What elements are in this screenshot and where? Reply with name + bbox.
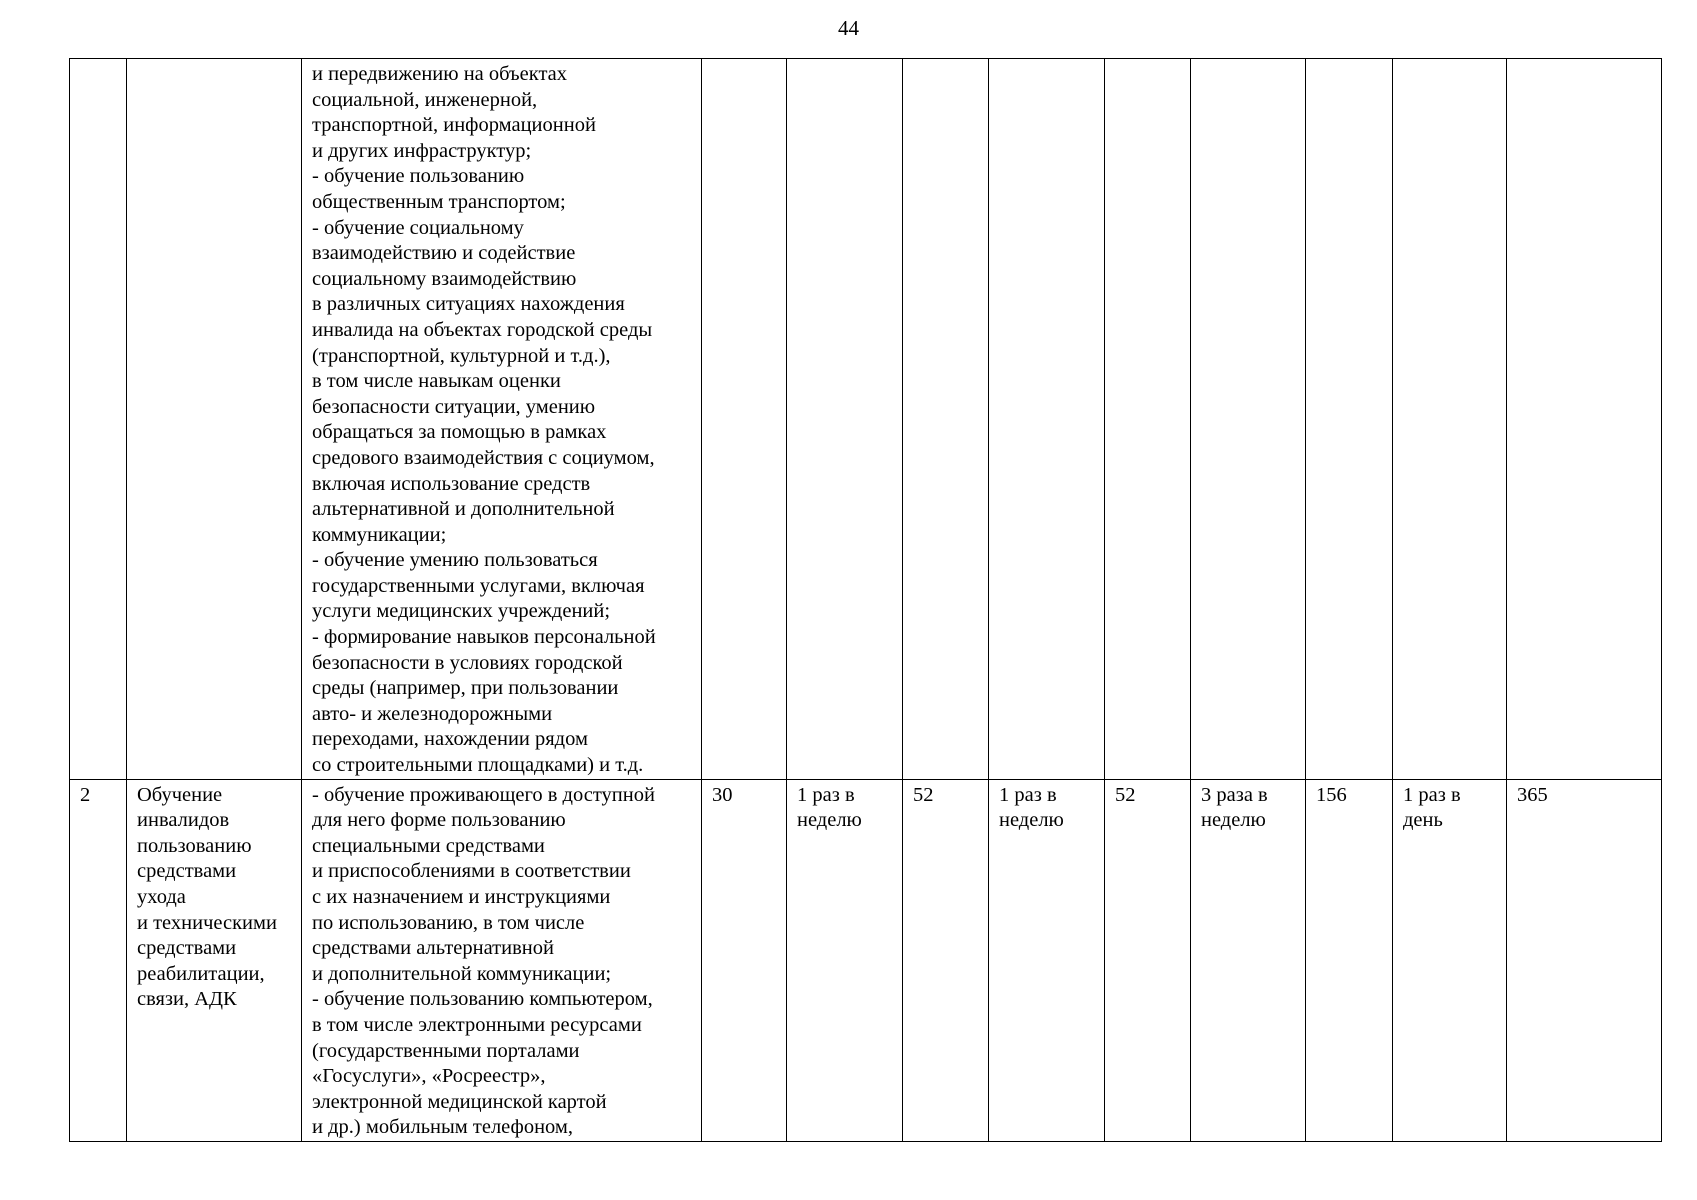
cell-frequency-3: 3 раза в неделю xyxy=(1191,779,1306,1141)
cell-count-3 xyxy=(1306,59,1393,780)
cell-service xyxy=(127,59,302,780)
cell-frequency-4 xyxy=(1393,59,1507,780)
cell-frequency-1: 1 раз в неделю xyxy=(787,779,903,1141)
cell-count-1: 52 xyxy=(903,779,989,1141)
cell-frequency-4: 1 раз в день xyxy=(1393,779,1507,1141)
cell-duration xyxy=(702,59,787,780)
table-row-continuation xyxy=(70,59,1662,780)
cell-number xyxy=(70,59,127,780)
cell-number: 2 xyxy=(70,779,127,1141)
cell-count-1 xyxy=(903,59,989,780)
cell-count-3: 156 xyxy=(1306,779,1393,1141)
table-row-2 xyxy=(70,779,1662,1141)
cell-service: Обучение инвалидов пользованию средствами ухода и техническими средствами реабилитации, связи, АДК xyxy=(127,779,302,1141)
cell-description: и передвижению на объектах социальной, инженерной, транспортной, информационной и других инфраструктур; - обучение пользованию общественным транспортом; - обучение социальному взаимодействию и содействие социальному взаимодействию в различных ситуациях нахождения инвалида на объектах городской среды (транспортной, культурной и т.д.), в том числе навыкам оценки безопасности ситуации, умению обращаться за помощью в рамках средового взаимодействия с социумом, включая использование средств альтернативной и дополнительной коммуникации; - обучение умению пользоваться государственными услугами, включая услуги медицинских учреждений; - формирование навыков персональной безопасности в условиях городской среды (например, при пользовании авто- и железнодорожными переходами, нахождении рядом со строительными площадками) и т.д. xyxy=(302,59,702,780)
services-table xyxy=(69,58,1662,1142)
cell-duration: 30 xyxy=(702,779,787,1141)
cell-frequency-2: 1 раз в неделю xyxy=(989,779,1105,1141)
cell-count-4: 365 xyxy=(1507,779,1662,1141)
cell-description: - обучение проживающего в доступной для него форме пользованию специальными средствами и приспособлениями в соответствии с их назначением и инструкциями по использованию, в том числе средствами альтернативной и дополнительной коммуникации; - обучение пользованию компьютером, в том числе электронными ресурсами (государственными порталами «Госуслуги», «Росреестр», электронной медицинской картой и др.) мобильным телефоном, xyxy=(302,779,702,1141)
cell-frequency-1 xyxy=(787,59,903,780)
cell-frequency-2 xyxy=(989,59,1105,780)
cell-count-2: 52 xyxy=(1105,779,1191,1141)
cell-count-2 xyxy=(1105,59,1191,780)
cell-frequency-3 xyxy=(1191,59,1306,780)
page-number: 44 xyxy=(838,16,859,40)
cell-count-4 xyxy=(1507,59,1662,780)
